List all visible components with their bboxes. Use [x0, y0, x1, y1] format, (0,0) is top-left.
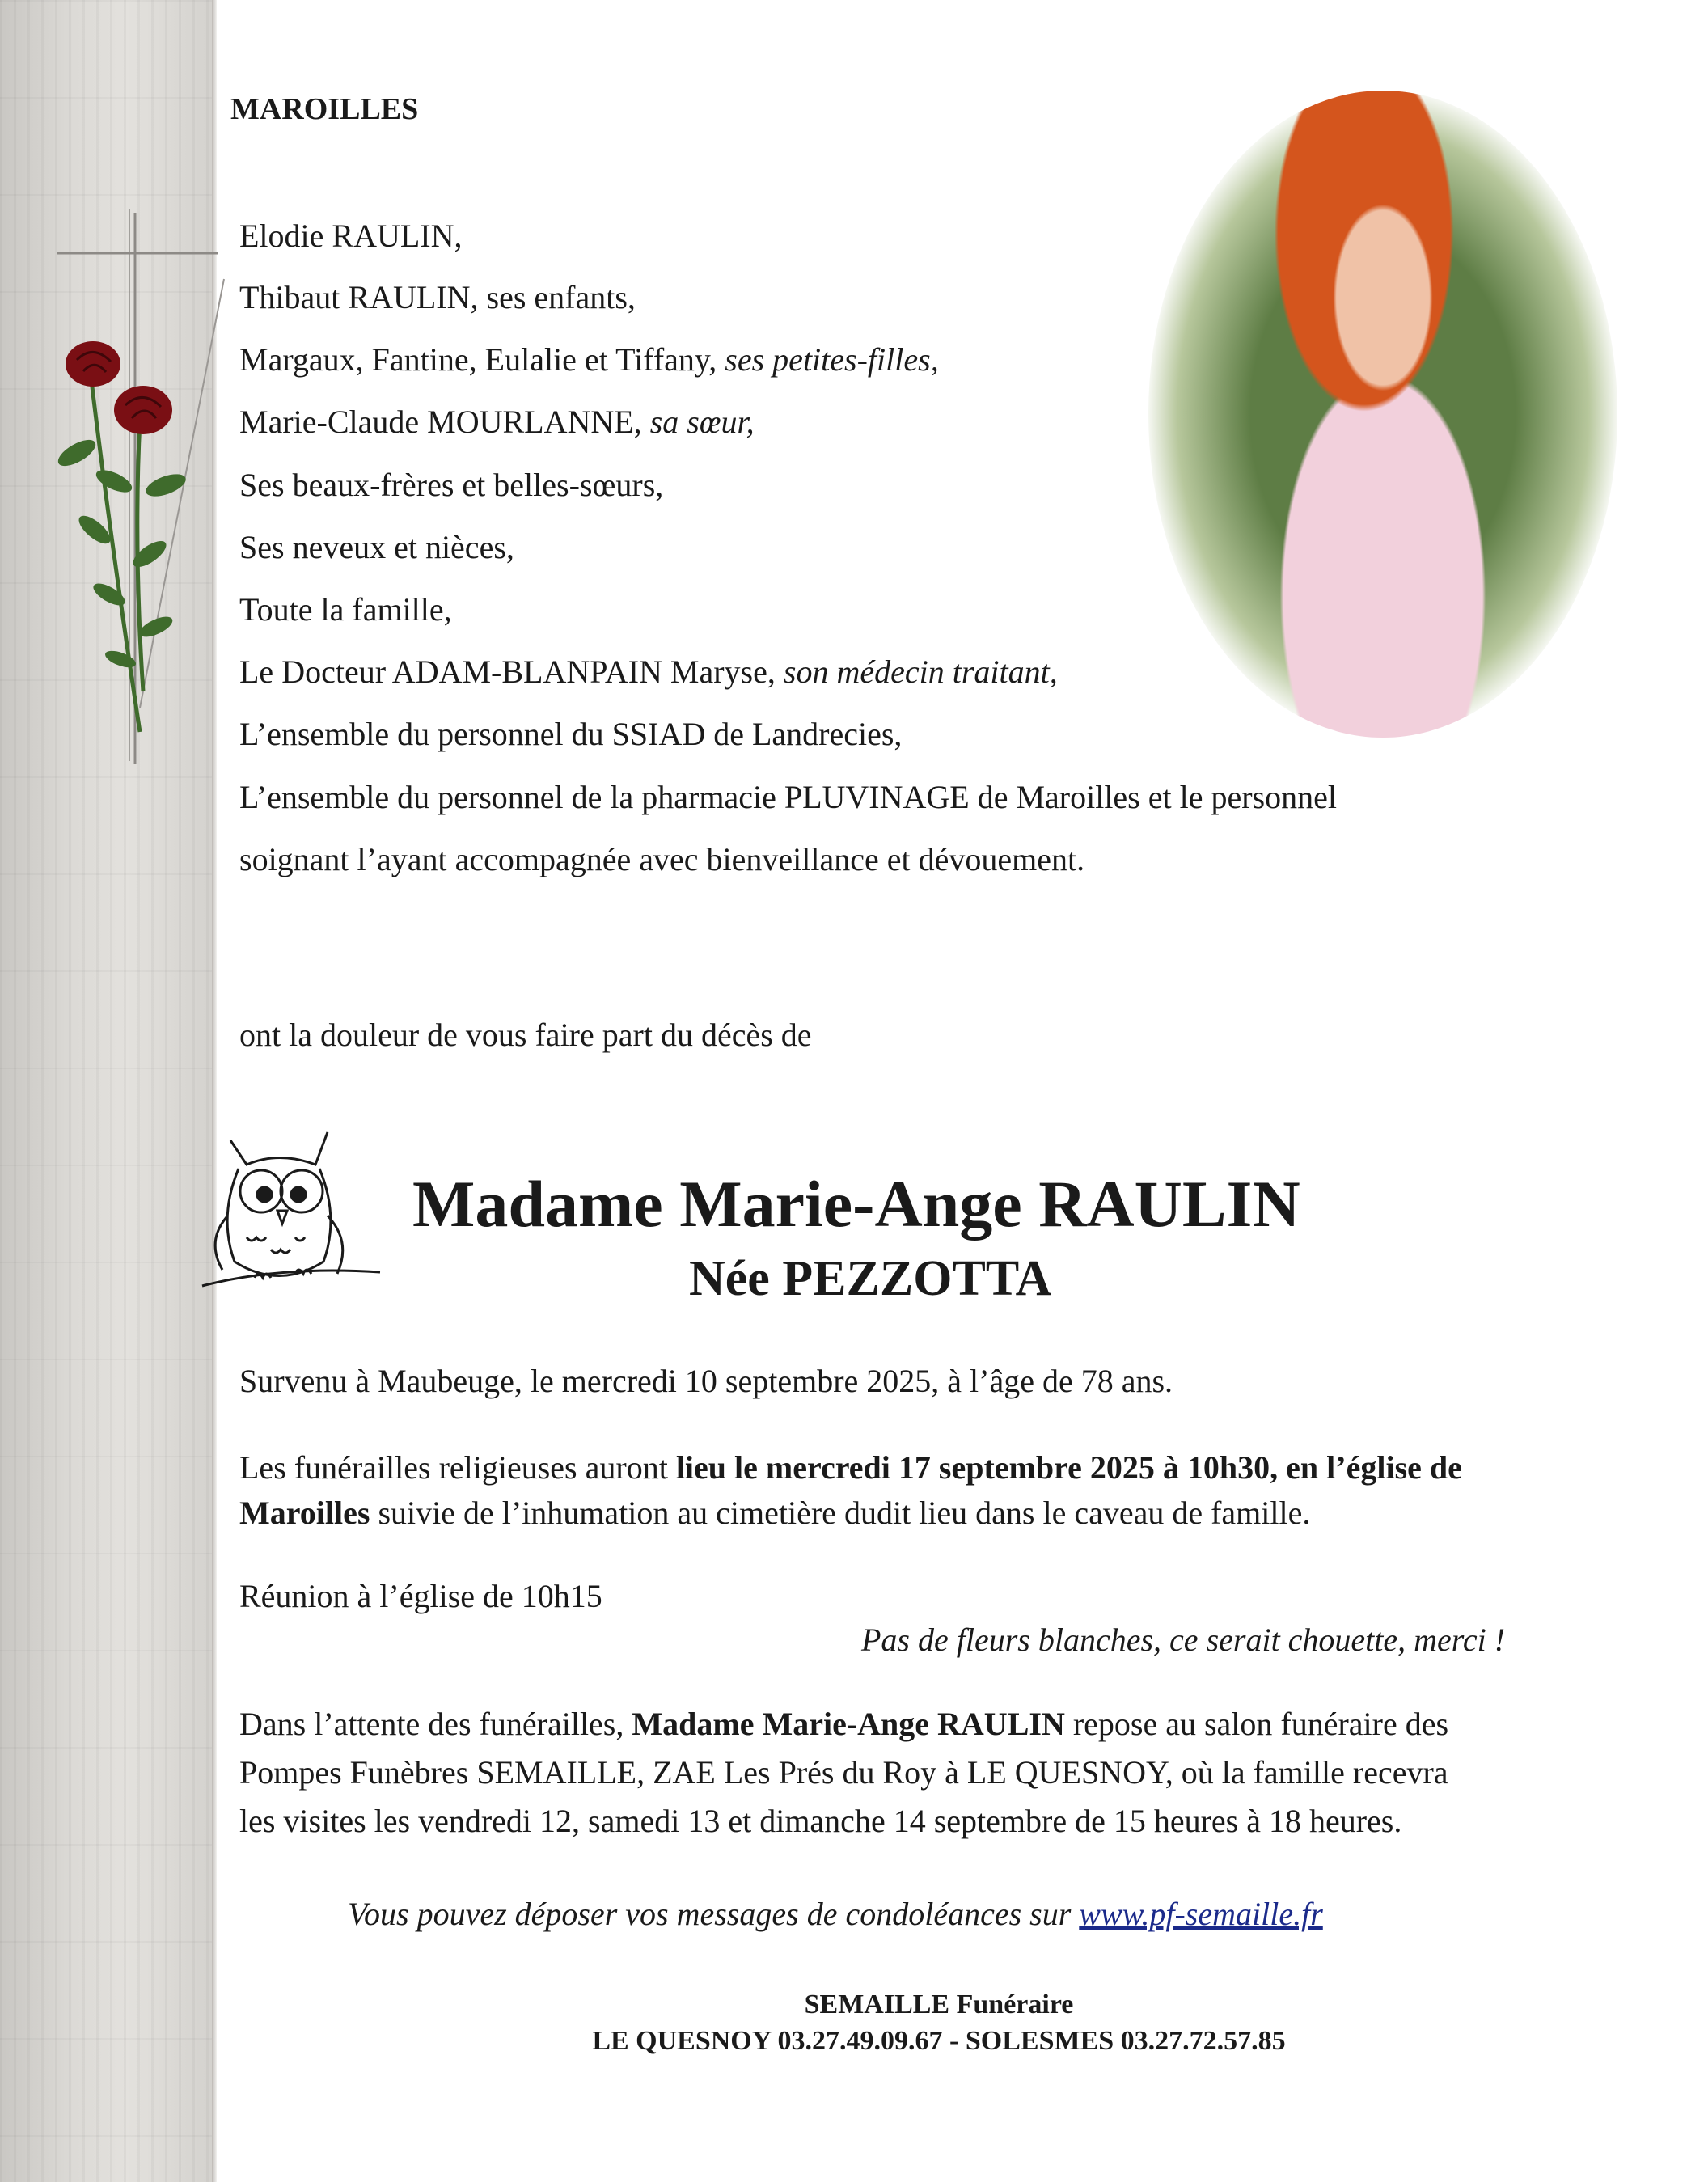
death-details: Survenu à Maubeuge, le mercredi 10 septembre 2025, à l’âge de 78 ans. [239, 1363, 1173, 1399]
rose-icon [114, 386, 172, 434]
visit-line-3: les visites les vendredi 12, samedi 13 et dimanche 14 septembre de 15 heures à 18 heures. [239, 1803, 1402, 1839]
family-line [239, 841, 1085, 877]
family-name: Toute la famille, [239, 591, 452, 628]
announcement-text: ont la douleur de vous faire part du décès de [239, 1017, 812, 1053]
family-name: L’ensemble du personnel du SSIAD de Landrecies, [239, 716, 903, 752]
footer-company: SEMAILLE Funéraire [804, 1990, 1074, 2019]
flowers-note: Pas de fleurs blanches, ce serait chouette, merci ! [861, 1622, 1506, 1658]
family-name: L’ensemble du personnel de la pharmacie PLUVINAGE de Maroilles et le personnel [239, 779, 1337, 815]
rose-icon [66, 341, 120, 387]
family-line [239, 591, 452, 628]
family-line [239, 406, 755, 438]
family-relation: son médecin traitant, [783, 653, 1058, 690]
funeral-line-2 [239, 1497, 1310, 1529]
family-line [239, 718, 902, 751]
maiden-name: Née PEZZOTTA [689, 1251, 1052, 1306]
family-name: Ses beaux-frères et belles-sœurs, [239, 467, 664, 503]
funeral-line-1 [239, 1449, 1462, 1486]
visit-line-2: Pompes Funèbres SEMAILLE, ZAE Les Prés du Roy à LE QUESNOY, où la famille recevra [239, 1754, 1448, 1791]
family-line [239, 781, 1337, 814]
condolences-line [348, 1898, 1323, 1930]
family-name: Le Docteur ADAM-BLANPAIN Maryse, [239, 653, 784, 690]
condolences-link[interactable]: www.pf-semaille.fr [1079, 1896, 1323, 1932]
family-line [239, 469, 663, 501]
visit-text: repose au salon funéraire des [1064, 1706, 1449, 1742]
visit-name: Madame Marie-Ange RAULIN [632, 1706, 1065, 1742]
visit-text: Dans l’attente des funérailles, [239, 1706, 632, 1742]
family-line [239, 281, 636, 314]
city-heading: MAROILLES [230, 92, 419, 126]
family-relation: sa sœur, [649, 404, 755, 440]
family-name: Margaux, Fantine, Eulalie et Tiffany, [239, 341, 725, 378]
family-line [239, 653, 1058, 690]
visit-line-1 [239, 1708, 1448, 1740]
funeral-text: Les funérailles religieuses auront [239, 1449, 676, 1486]
portrait-photo [1148, 91, 1617, 738]
deceased-name: Madame Marie-Ange RAULIN [412, 1167, 1300, 1241]
family-name: Elodie RAULIN, [239, 218, 463, 254]
owl-icon [198, 1120, 384, 1306]
family-name: Marie-Claude MOURLANNE, [239, 404, 650, 440]
family-name: Thibaut RAULIN, ses enfants, [239, 279, 636, 315]
cross-roses-illustration [44, 206, 255, 772]
family-relation: ses petites-filles, [725, 341, 939, 378]
family-line [239, 220, 463, 252]
footer-phones: LE QUESNOY 03.27.49.09.67 - SOLESMES 03.27.72.57.85 [592, 2026, 1286, 2056]
condolences-text: Vous pouvez déposer vos messages de condoléances sur [348, 1896, 1080, 1932]
family-name: Ses neveux et nièces, [239, 529, 514, 565]
funeral-date: lieu le mercredi 17 septembre 2025 à 10h30, en l’église de [675, 1449, 1462, 1486]
meeting-time: Réunion à l’église de 10h15 [239, 1578, 602, 1614]
family-name: soignant l’ayant accompagnée avec bienveillance et dévouement. [239, 841, 1085, 877]
family-line [239, 341, 939, 378]
funeral-place: Maroilles [239, 1495, 370, 1531]
funeral-text: suivie de l’inhumation au cimetière dudit lieu dans le caveau de famille. [370, 1495, 1311, 1531]
family-line [239, 531, 514, 564]
